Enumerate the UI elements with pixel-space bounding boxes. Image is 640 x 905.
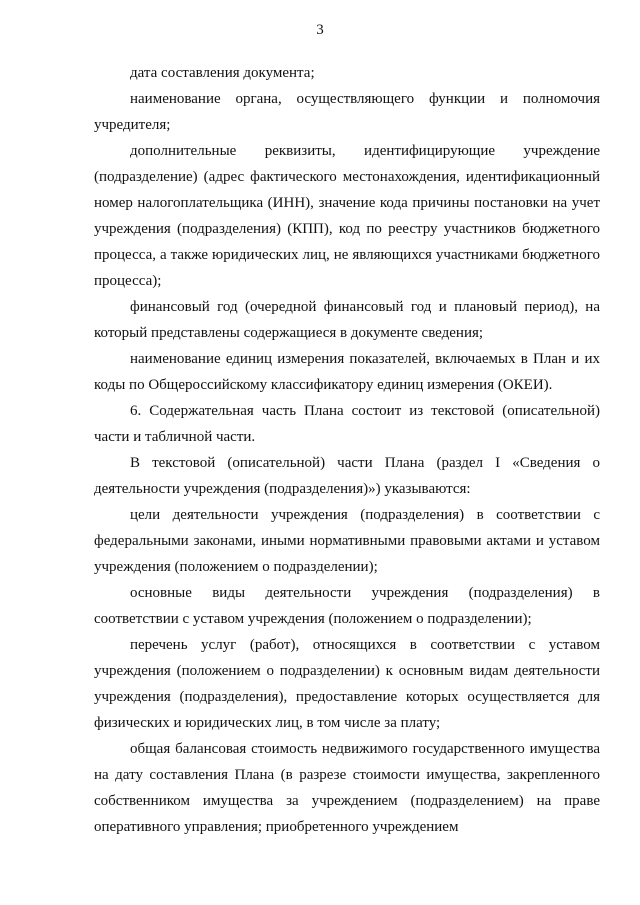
paragraph-activities: основные виды деятельности учреждения (подразделения) в соответствии с уставом учреждения (положением о подразделении);: [94, 585, 600, 627]
paragraph-text-part: В текстовой (описательной) части Плана (раздел I «Сведения о деятельности учреждения (подразделения)») указываются:: [94, 455, 600, 497]
paragraph-founder: наименование органа, осуществляющего функции и полномочия учредителя;: [94, 91, 600, 133]
paragraph-financial-year: финансовый год (очередной финансовый год и плановый период), на который представлены содержащиеся в документе сведения;: [94, 299, 600, 341]
paragraph-services: перечень услуг (работ), относящихся в соответствии с уставом учреждения (положением о подразделении) к основным видам деятельности учреждения (подразделения), предоставление которых осуществляется для физических и юридических лиц, в том числе за плату;: [94, 637, 600, 731]
paragraph-requisites: дополнительные реквизиты, идентифицирующие учреждение (подразделение) (адрес фактического местонахождения, идентификационный номер налогоплательщика (ИНН), значение кода причины постановки на учет учреждения (подразделения) (КПП), код по реестру участников бюджетного процесса, а также юридических лиц, не являющихся участниками бюджетного процесса);: [94, 143, 600, 289]
paragraph-property: общая балансовая стоимость недвижимого государственного имущества на дату составления Плана (в разрезе стоимости имущества, закрепленного собственником имущества за учреждением (подразделением) на праве оперативного управления; приобретенного учреждением: [94, 741, 600, 835]
paragraph-date: дата составления документа;: [130, 65, 315, 81]
document-body: [94, 60, 600, 840]
paragraph-goals: цели деятельности учреждения (подразделения) в соответствии с федеральными законами, иными нормативными правовыми актами и уставом учреждения (положением о подразделении);: [94, 507, 600, 575]
paragraph-units: наименование единиц измерения показателей, включаемых в План и их коды по Общероссийскому классификатору единиц измерения (ОКЕИ).: [94, 351, 600, 393]
paragraph-section-6: 6. Содержательная часть Плана состоит из текстовой (описательной) части и табличной части.: [94, 403, 600, 445]
page-number: 3: [316, 22, 324, 38]
